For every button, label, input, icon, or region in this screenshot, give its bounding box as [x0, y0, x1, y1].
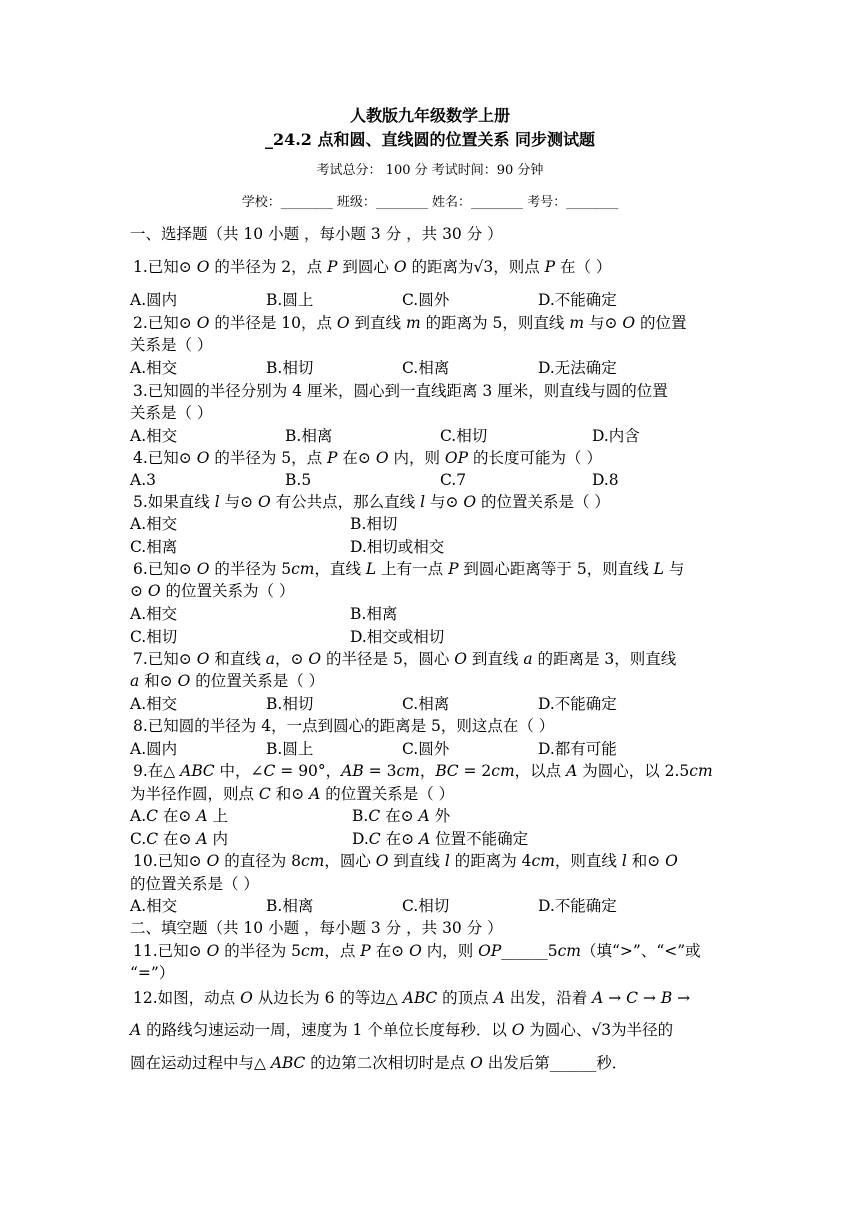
q4-option-a: A.3 [130, 471, 156, 489]
q2-option-a: A.相交 [130, 359, 178, 377]
question-7-cont: 𝑎 和⊙ 𝑂 的位置关系是（ ） [130, 672, 325, 690]
question-2: 2.已知⊙ 𝑂 的半径是 10，点 𝑂 到直线 𝑚 的距离为 5，则直线 𝑚 与⊙ 𝑂 的位置 [133, 314, 687, 332]
q6-option-c: C.相切 [130, 628, 178, 646]
q7-option-d: D.不能确定 [538, 695, 617, 713]
question-2-cont: 关系是（ ） [130, 336, 213, 354]
q1-option-d: D.不能确定 [538, 291, 617, 309]
question-12-cont2: 圆在运动过程中与△ 𝐴𝐵𝐶 的边第二次相切时是点 𝑂 出发后第______秒． [130, 1054, 628, 1072]
question-11-cont: “=”） [130, 964, 175, 982]
question-3-cont: 关系是（ ） [130, 404, 213, 422]
q7-option-c: C.相离 [402, 695, 450, 713]
question-3: 3.已知圆的半径分别为 4 厘米，圆心到一直线距离 3 厘米，则直线与圆的位置 [133, 382, 668, 400]
question-10: 10.已知⊙ 𝑂 的直径为 8𝑐𝑚，圆心 𝑂 到直线 𝑙 的距离为 4𝑐𝑚，则直线 𝑙 和⊙ 𝑂 [133, 852, 678, 870]
q4-option-d: D.8 [592, 471, 619, 489]
q6-option-b: B.相离 [350, 605, 398, 623]
q9-option-d: D.𝐶 在⊙ 𝐴 位置不能确定 [352, 830, 529, 848]
q4-option-c: C.7 [440, 471, 467, 489]
q5-option-b: B.相切 [350, 515, 398, 533]
q3-option-d: D.内含 [592, 427, 640, 445]
exam-info: 考试总分： 100 分 考试时间：90 分钟 [316, 163, 544, 178]
q4-option-b: B.5 [285, 471, 312, 489]
q9-option-b: B.𝐶 在⊙ 𝐴 外 [352, 807, 451, 825]
q8-option-a: A.圆内 [130, 740, 178, 758]
section2-heading: 二、填空题（共 10 小题 ，每小题 3 分 ，共 30 分 ） [130, 919, 503, 937]
q7-option-a: A.相交 [130, 695, 178, 713]
q10-option-d: D.不能确定 [538, 897, 617, 915]
section1-heading: 一、选择题（共 10 小题 ，每小题 3 分 ，共 30 分 ） [130, 225, 503, 243]
question-6: 6.已知⊙ 𝑂 的半径为 5𝑐𝑚，直线 𝐿 上有一点 𝑃 到圆心距离等于 5，则直线 𝐿 与 [133, 560, 685, 578]
q9-option-a: A.𝐶 在⊙ 𝐴 上 [130, 807, 228, 825]
question-6-cont: ⊙ 𝑂 的位置关系为（ ） [130, 582, 295, 600]
q5-option-d: D.相切或相交 [350, 538, 445, 556]
question-11: 11.已知⊙ 𝑂 的半径为 5𝑐𝑚，点 𝑃 在⊙ 𝑂 内，则 𝑂𝑃______5𝑐𝑚（填“>”、“<”或 [133, 942, 701, 960]
question-12-cont1: 𝐴 的路线匀速运动一周，速度为 1 个单位长度每秒．以 𝑂 为圆心、√3为半径的 [130, 1021, 674, 1039]
question-9-cont: 为半径作圆，则点 𝐶 和⊙ 𝐴 的位置关系是（ ） [130, 785, 455, 803]
q5-option-c: C.相离 [130, 538, 178, 556]
q8-option-d: D.都有可能 [538, 740, 617, 758]
q6-option-d: D.相交或相切 [350, 628, 445, 646]
q1-option-b: B.圆上 [266, 291, 314, 309]
q7-option-b: B.相切 [266, 695, 314, 713]
q2-option-d: D.无法确定 [538, 359, 617, 377]
question-9: 9.在△ 𝐴𝐵𝐶 中，∠𝐶 = 90°，𝐴𝐵 = 3𝑐𝑚，𝐵𝐶 = 2𝑐𝑚，以点 𝐴 为圆心，以 2.5𝑐𝑚 [133, 762, 713, 780]
q1-option-a: A.圆内 [130, 291, 178, 309]
q3-option-b: B.相离 [285, 427, 333, 445]
q3-option-c: C.相切 [440, 427, 488, 445]
question-5: 5.如果直线 𝑙 与⊙ 𝑂 有公共点，那么直线 𝑙 与⊙ 𝑂 的位置关系是（ ） [133, 493, 610, 511]
q6-option-a: A.相交 [130, 605, 178, 623]
q2-option-b: B.相切 [266, 359, 314, 377]
question-8: 8.已知圆的半径为 4，一点到圆心的距离是 5，则这点在（ ） [133, 717, 555, 735]
question-12: 12.如图，动点 𝑂 从边长为 6 的等边△ 𝐴𝐵𝐶 的顶点 𝐴 出发，沿着 𝐴 → 𝐶 → 𝐵 → [133, 989, 691, 1007]
q1-option-c: C.圆外 [402, 291, 450, 309]
doc-title: 人教版九年级数学上册 [349, 106, 510, 125]
q8-option-b: B.圆上 [266, 740, 314, 758]
question-1: 1.已知⊙ 𝑂 的半径为 2，点 𝑃 到圆心 𝑂 的距离为√3，则点 𝑃 在（ ） [133, 258, 612, 276]
q8-option-c: C.圆外 [402, 740, 450, 758]
q2-option-c: C.相离 [402, 359, 450, 377]
q3-option-a: A.相交 [130, 427, 178, 445]
student-info: 学校：________ 班级：________ 姓名：________ 考号：________ [241, 195, 619, 210]
q10-option-b: B.相离 [266, 897, 314, 915]
q9-option-c: C.𝐶 在⊙ 𝐴 内 [130, 830, 229, 848]
question-4: 4.已知⊙ 𝑂 的半径为 5，点 𝑃 在⊙ 𝑂 内，则 𝑂𝑃 的长度可能为（ ） [133, 449, 602, 467]
question-7: 7.已知⊙ 𝑂 和直线 𝑎，⊙ 𝑂 的半径是 5，圆心 𝑂 到直线 𝑎 的距离是 3，则直线 [133, 650, 677, 668]
q10-option-a: A.相交 [130, 897, 178, 915]
question-10-cont: 的位置关系是（ ） [130, 875, 259, 893]
q5-option-a: A.相交 [130, 515, 178, 533]
doc-subtitle: _24.2 点和圆、直线圆的位置关系 同步测试题 [264, 130, 596, 149]
q10-option-c: C.相切 [402, 897, 450, 915]
